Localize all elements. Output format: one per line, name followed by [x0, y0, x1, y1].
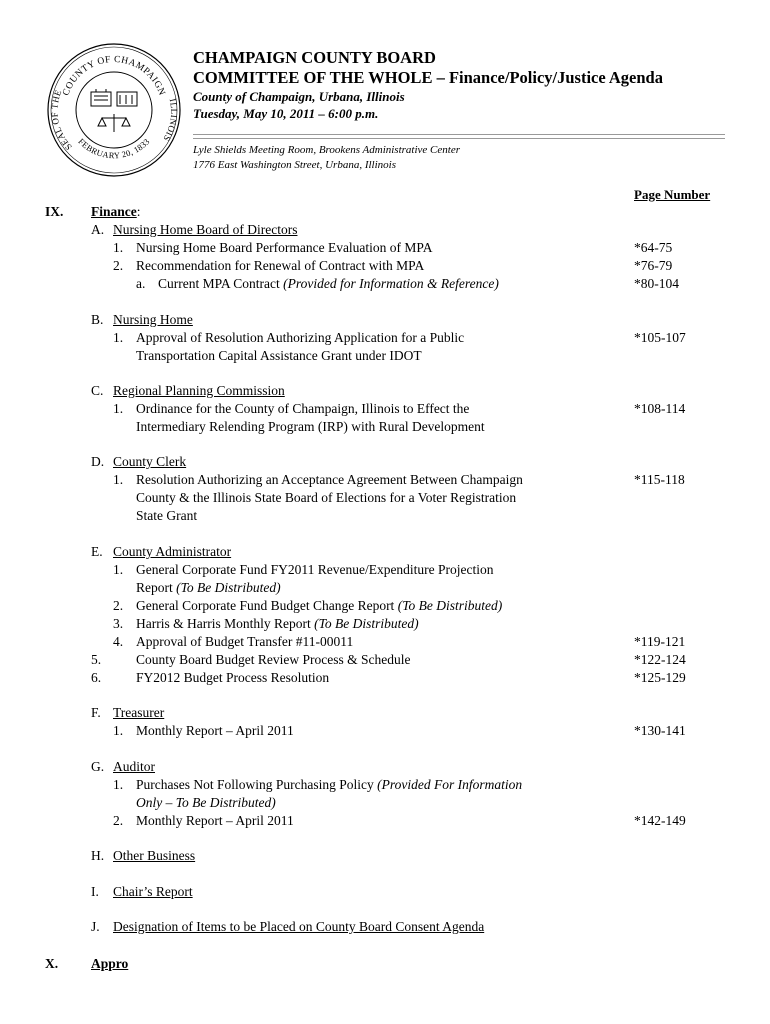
header-divider — [193, 134, 725, 135]
item-c-letter: C. — [91, 383, 104, 398]
county-seal — [44, 40, 184, 180]
item-e2-label: General Corporate Fund Budget Change Report — [136, 598, 398, 613]
item-e1-line2 — [136, 579, 281, 597]
section-ix-heading — [91, 203, 141, 221]
svg-text:SEAL OF THE — [49, 88, 73, 152]
seal-ring-top: COUNTY OF CHAMPAIGN — [61, 54, 167, 98]
item-a-title: Nursing Home Board of Directors — [113, 222, 298, 237]
item-i-letter: I. — [91, 884, 99, 899]
item-a1-text: Nursing Home Board Performance Evaluation of MPA — [136, 240, 433, 255]
item-c1-num: 1. — [113, 401, 124, 416]
item-a-letter: A. — [91, 222, 105, 237]
item-g2-num: 2. — [113, 813, 124, 828]
meeting-room: Lyle Shields Meeting Room, Brookens Administrative Center — [193, 144, 460, 156]
item-c-title: Regional Planning Commission — [113, 383, 285, 398]
agenda-header — [193, 48, 733, 122]
item-f1-page: *130-141 — [634, 723, 686, 738]
item-d1-num: 1. — [113, 472, 124, 487]
header-divider-2 — [193, 138, 725, 139]
section-x-number: X. — [45, 956, 59, 971]
item-g1-note1: (Provided For Information — [377, 777, 523, 792]
item-e4-num: 4. — [113, 634, 124, 649]
item-a2-page: *76-79 — [634, 258, 673, 273]
item-j-letter: J. — [91, 919, 100, 934]
item-e2-note: (To Be Distributed) — [397, 598, 503, 613]
item-g-title: Auditor — [113, 759, 155, 774]
section-x-title: Appro — [91, 956, 129, 971]
item-e3-text — [136, 615, 419, 633]
item-e6-text: FY2012 Budget Process Resolution — [136, 670, 330, 685]
item-e1-report: Report — [136, 580, 177, 595]
item-g1-line1 — [136, 776, 522, 794]
item-e4-text: Approval of Budget Transfer #11-00011 — [136, 634, 354, 649]
page-number-header: Page Number — [634, 187, 711, 202]
item-e1-note: (To Be Distributed) — [176, 580, 281, 595]
item-h-letter: H. — [91, 848, 105, 863]
item-e-letter: E. — [91, 544, 103, 559]
item-e-title: County Administrator — [113, 544, 232, 559]
item-b-title: Nursing Home — [113, 312, 193, 327]
item-e1-num: 1. — [113, 562, 124, 577]
item-a2a-page: *80-104 — [634, 276, 679, 291]
item-g1-note2: Only – To Be Distributed) — [136, 795, 276, 810]
item-c1-line2: Intermediary Relending Program (IRP) with Rural Development — [136, 419, 485, 434]
location-line: County of Champaign, Urbana, Illinois — [193, 89, 405, 104]
meeting-date: Tuesday, May 10, 2011 – 6:00 p.m. — [193, 106, 379, 121]
item-j-title: Designation of Items to be Placed on County Board Consent Agenda — [113, 919, 485, 934]
item-b1-page: *105-107 — [634, 330, 686, 345]
item-e2-text — [136, 597, 502, 615]
item-a1-page: *64-75 — [634, 240, 673, 255]
item-b-letter: B. — [91, 312, 104, 327]
item-g2-text: Monthly Report – April 2011 — [136, 813, 294, 828]
seal-emblem-icon — [91, 89, 137, 132]
item-a2a-text — [158, 275, 499, 293]
item-e3-label: Harris & Harris Monthly Report — [136, 616, 315, 631]
item-d-letter: D. — [91, 454, 105, 469]
item-g-letter: G. — [91, 759, 105, 774]
item-b1-num: 1. — [113, 330, 124, 345]
item-a1-num: 1. — [113, 240, 124, 255]
item-g1-label: Purchases Not Following Purchasing Policy — [136, 777, 378, 792]
item-b1-line1: Approval of Resolution Authorizing Application for a Public — [136, 330, 465, 345]
meeting-address: 1776 East Washington Street, Urbana, Illinois — [193, 159, 396, 171]
item-a2-text: Recommendation for Renewal of Contract with MPA — [136, 258, 425, 273]
item-d1-line1: Resolution Authorizing an Acceptance Agreement Between Champaign — [136, 472, 523, 487]
section-ix-colon: : — [136, 204, 141, 219]
item-e3-note: (To Be Distributed) — [314, 616, 419, 631]
section-ix-number: IX. — [45, 204, 64, 219]
section-ix-title: Finance — [91, 204, 137, 219]
item-e4-page: *119-121 — [634, 634, 686, 649]
seal-ring-right: ILLINOIS — [161, 97, 180, 144]
item-f1-num: 1. — [113, 723, 124, 738]
item-f-title: Treasurer — [113, 705, 165, 720]
seal-date: FEBRUARY 20, 1833 — [76, 136, 152, 161]
item-e1-line1: General Corporate Fund FY2011 Revenue/Expenditure Projection — [136, 562, 494, 577]
item-d1-page: *115-118 — [634, 472, 685, 487]
item-a2a-num: a. — [136, 276, 146, 291]
item-e5-page: *122-124 — [634, 652, 686, 667]
item-e5-num: 5. — [91, 652, 102, 667]
svg-text:COUNTY OF CHAMPAIGN — [61, 55, 166, 97]
item-b1-line2: Transportation Capital Assistance Grant under IDOT — [136, 348, 422, 363]
item-d1-line2: County & the Illinois State Board of Elections for a Voter Registration — [136, 490, 517, 505]
item-a2a-note: (Provided for Information & Reference) — [283, 276, 499, 291]
item-a2-num: 2. — [113, 258, 124, 273]
item-e2-num: 2. — [113, 598, 124, 613]
item-d-title: County Clerk — [113, 454, 187, 469]
meeting-location — [193, 143, 460, 173]
item-f-letter: F. — [91, 705, 101, 720]
item-i-title: Chair’s Report — [113, 884, 193, 899]
item-g1-num: 1. — [113, 777, 124, 792]
item-c1-page: *108-114 — [634, 401, 686, 416]
committee-title: COMMITTEE OF THE WHOLE – Finance/Policy/Justice Agenda — [193, 68, 663, 87]
item-f1-text: Monthly Report – April 2011 — [136, 723, 294, 738]
item-e6-num: 6. — [91, 670, 102, 685]
item-e5-text: County Board Budget Review Process & Schedule — [136, 652, 411, 667]
item-g2-page: *142-149 — [634, 813, 686, 828]
item-e6-page: *125-129 — [634, 670, 686, 685]
svg-text:ILLINOIS — [161, 98, 179, 144]
item-h-title: Other Business — [113, 848, 196, 863]
item-c1-line1: Ordinance for the County of Champaign, Illinois to Effect the — [136, 401, 470, 416]
item-d1-line3: State Grant — [136, 508, 198, 523]
seal-ring-left: SEAL OF THE — [49, 88, 74, 153]
item-e3-num: 3. — [113, 616, 124, 631]
board-title: CHAMPAIGN COUNTY BOARD — [193, 48, 436, 67]
item-a2a-label: Current MPA Contract — [158, 276, 284, 291]
